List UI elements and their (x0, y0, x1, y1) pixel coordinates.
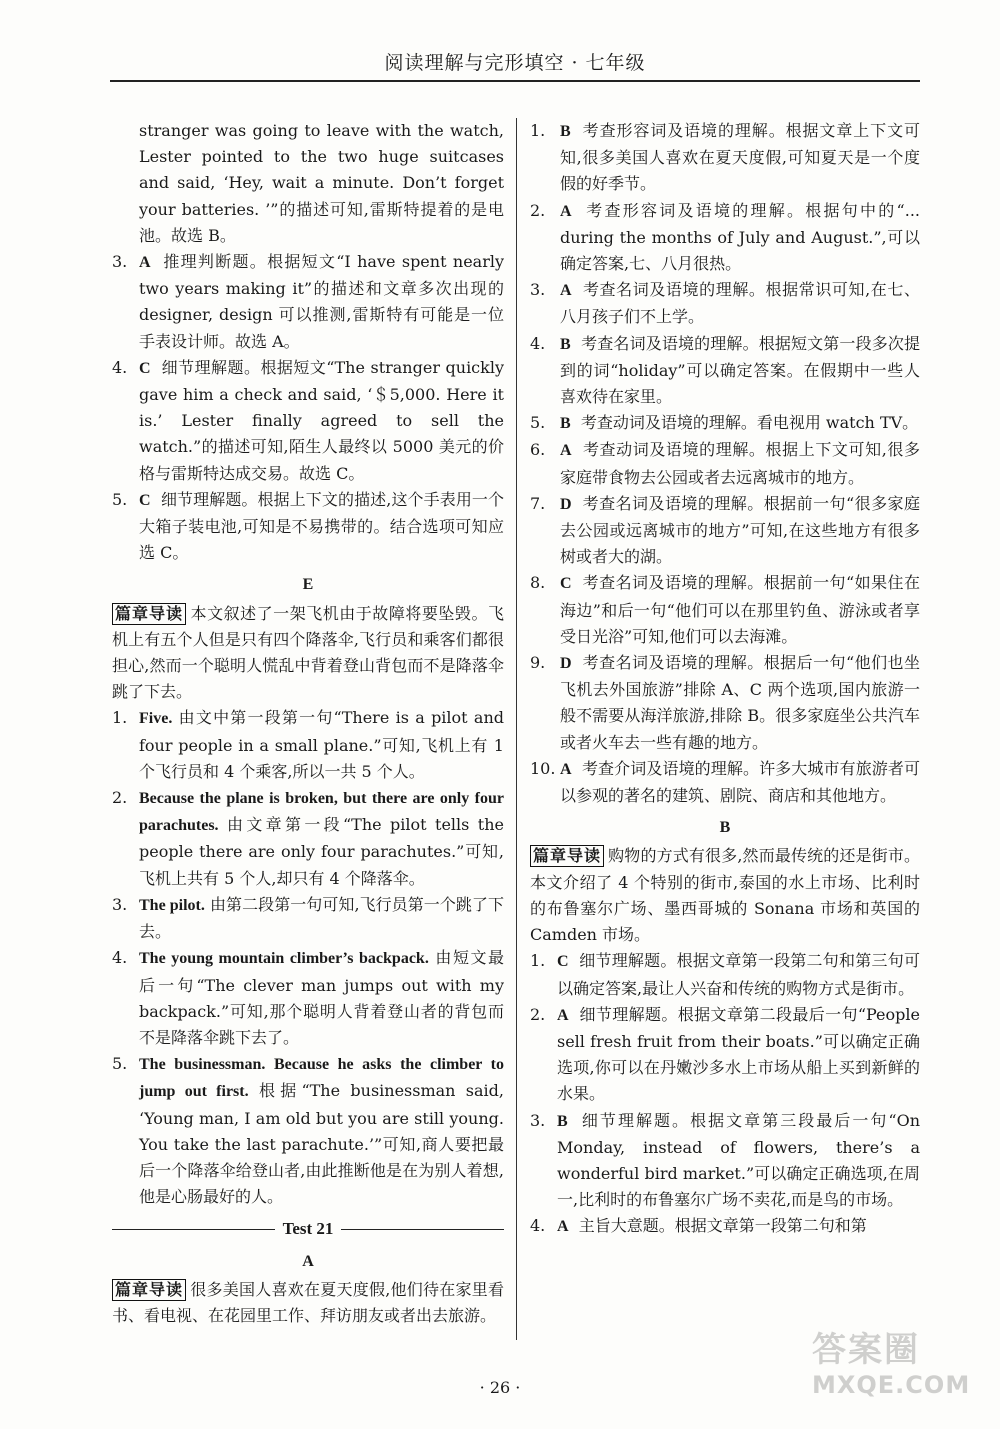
answer-list-e (112, 705, 504, 1210)
answer-key: The pilot. (139, 896, 205, 914)
answer-key: A (139, 254, 151, 272)
answer-number: 1. (530, 121, 546, 140)
answer-item (530, 437, 920, 490)
answer-item (530, 331, 920, 411)
answer-explanation: 主旨大意题。根据文章第一段第二句和第 (578, 1216, 867, 1236)
answer-key: C (560, 575, 572, 593)
answer-number: 10. (530, 758, 556, 778)
answer-key: Five. (139, 710, 173, 728)
answer-key: The young mountain climber’s backpack. (139, 950, 429, 968)
test-heading (112, 1216, 504, 1242)
answer-explanation: 考查名词及语境的理解。根据短文第一段多次提到的词“holiday”可以确定答案。在假期中一些人喜欢待在家里。 (560, 333, 920, 407)
answer-item (112, 487, 504, 567)
watermark-top: 答案圈 (812, 1330, 920, 1370)
answer-item (112, 355, 504, 487)
answer-key: D (560, 495, 572, 513)
answer-number: 5. (530, 413, 546, 433)
answer-item (530, 198, 920, 278)
reading-guide-tag: 篇章导读 (530, 845, 604, 867)
answer-explanation: 考查名词及语境的理解。根据后一句“他们也坐飞机去外国旅游”排除 A、C 两个选项,国内旅游一般不需要从海洋旅游,排除 B。很多家庭坐公共汽车或者火车去一些有趣的地方。 (560, 653, 920, 752)
answer-key: A (560, 282, 572, 300)
answer-explanation: 细节理解题。根据上下文的描述,这个手表用一个大箱子装电池,可知是不易携带的。结合选项可知应选 C。 (139, 489, 505, 563)
answer-explanation: 细节理解题。根据文章第二段最后一句“People sell fresh fruit from their boats.”可以确定正确选项,你可以在丹嫩沙多水上市场从船上买到新鲜的水果。 (557, 1004, 920, 1104)
answer-key: A (560, 202, 572, 220)
reading-guide-b (530, 843, 920, 948)
answer-key: A (560, 760, 572, 778)
left-column (112, 118, 504, 1329)
answer-key: Because the plane is broken, but there are only four parachutes. (139, 790, 504, 835)
answer-item (530, 1002, 920, 1108)
answer-number: 2. (112, 788, 128, 808)
answer-explanation: 考查形容词及语境的理解。根据句中的“... during the months of July and August.”,可以确定答案,七、八月很热。 (560, 200, 920, 274)
answer-explanation: 考查名词及语境的理解。根据前一句“如果住在海边”和后一句“他们可以在那里钓鱼、游泳或者享受日光浴”可知,他们可以去海滩。 (560, 573, 920, 646)
answer-item (112, 785, 504, 892)
answer-item (530, 1213, 920, 1240)
answer-explanation: 由文中第一段第一句“There is a pilot and four people in a small plane.”可知,飞机上有 1 个飞行员和 4 个乘客,所以一共 5 个人。 (139, 708, 504, 781)
answer-explanation: 细节理解题。根据短文“The stranger quickly gave him a check and said, ‘＄5,000. Here it is.’ Lester finally agreed to sell the watch.”的描述可知,陌生人最终以 5000 美元的价格与雷斯特达成交易。故选 C。 (139, 357, 504, 483)
answer-number: 1. (112, 708, 128, 728)
answer-key: D (560, 655, 572, 673)
answer-key: B (557, 1112, 568, 1130)
answer-key: A (560, 442, 572, 460)
answer-explanation: 考查动词及语境的理解。看电视用 watch TV。 (580, 413, 919, 433)
answer-key: C (557, 953, 569, 971)
answer-explanation: 由第二段第一句可知,飞行员第一个跳了下去。 (139, 894, 504, 942)
answer-key: The businessman. Because he asks the climber to jump out first. (139, 1056, 504, 1101)
answer-item (530, 491, 920, 571)
answer-number: 7. (530, 493, 546, 513)
answer-number: 2. (530, 1004, 546, 1024)
answer-item (530, 650, 920, 756)
answer-item (530, 410, 920, 437)
answer-key: B (560, 415, 571, 433)
test-rule-left (112, 1229, 275, 1230)
answer-explanation: 根据“The businessman said, ‘Young man, I am old but you are still young. You take the last parachute.’”可知,商人要把最后一个降落伞给登山者,由此推断他是在为别人着想,他是心肠最好的人。 (139, 1081, 505, 1207)
answer-key: A (557, 1006, 569, 1024)
answer-item (530, 118, 920, 198)
answer-key: C (139, 359, 151, 377)
answer-number: 8. (530, 573, 546, 593)
answer-number: 5. (112, 489, 128, 509)
reading-guide-text: 购物的方式有很多,然而最传统的还是街市。本文介绍了 4 个特别的街市,泰国的水上市场、比利时的布鲁塞尔广场、墨西哥城的 Sonana 市场和英国的 Camden 市场。 (530, 846, 920, 945)
answer-item (530, 1108, 920, 1214)
answer-item (112, 705, 504, 785)
section-heading-a: A (302, 1252, 314, 1270)
test-title: Test 21 (282, 1219, 334, 1239)
answer-explanation: 细节理解题。根据文章第一段第二句和第三句可以确定答案,最让人兴奋和传统的购物方式是街市。 (557, 951, 920, 998)
answer-number: 4. (112, 357, 128, 377)
answer-number: 1. (530, 951, 546, 971)
answer-key: A (557, 1218, 569, 1236)
answer-number: 9. (530, 653, 546, 673)
running-header: 阅读理解与完形填空 · 七年级 (384, 52, 646, 74)
answer-item (112, 892, 504, 945)
answer-key: B (560, 123, 571, 140)
answer-number: 3. (112, 894, 128, 914)
answer-item (112, 945, 504, 1051)
answer-explanation: 考查介词及语境的理解。许多大城市有旅游者可以参观的著名的建筑、剧院、商店和其他地方。 (560, 758, 920, 806)
answer-number: 2. (530, 200, 546, 220)
answer-number: 3. (530, 1110, 546, 1130)
column-divider (516, 118, 517, 1340)
answer-explanation: 由短文最后一句“The clever man jumps out with my backpack.”可知,那个聪明人背着登山者的背包而不是降落伞跳下去了。 (139, 948, 504, 1047)
answer-list-d (112, 249, 504, 566)
watermark (812, 1322, 971, 1402)
answer-item (530, 570, 920, 650)
watermark-bottom: MXQE.COM (812, 1371, 971, 1399)
answer-item (530, 756, 920, 809)
answer-item (112, 1051, 504, 1210)
answer-explanation: 考查名词及语境的理解。根据前一句“很多家庭去公园或远离城市的地方”可知,在这些地方有很多树或者大的湖。 (560, 493, 920, 567)
right-column (530, 118, 920, 1241)
reading-guide-tag: 篇章导读 (112, 1279, 186, 1301)
answer-item (112, 249, 504, 355)
answer-explanation: 考查形容词及语境的理解。根据文章上下文可知,很多美国人喜欢在夏天度假,可知夏天是一个度假的好季节。 (560, 121, 920, 194)
answer-explanation: 细节理解题。根据文章第三段最后一句“On Monday, instead of flowers, there’s a wonderful bird market.”可以确定正确选项,在周一,比利时的布鲁塞尔广场不卖花,而是鸟的市场。 (557, 1110, 920, 1210)
answer-explanation: 考查动词及语境的理解。根据上下文可知,很多家庭带食物去公园或者去远离城市的地方。 (560, 440, 920, 487)
reading-guide-tag: 篇章导读 (112, 603, 186, 625)
answer-number: 5. (112, 1054, 128, 1074)
answer-item (530, 948, 920, 1001)
answer-explanation: 考查名词及语境的理解。根据常识可知,在七、八月孩子们不上学。 (560, 280, 920, 327)
reading-guide-e (112, 601, 504, 706)
answer-list-b (530, 948, 920, 1240)
section-heading-e: E (302, 576, 314, 594)
answer-number: 4. (530, 333, 546, 353)
answer-item (530, 277, 920, 330)
answer-key: B (560, 335, 571, 353)
reading-guide-text: 本文叙述了一架飞机由于故障将要坠毁。飞机上有五个人但是只有四个降落伞,飞行员和乘客们都很担心,然而一个聪明人慌乱中背着登山背包而不是降落伞跳了下去。 (112, 603, 504, 702)
reading-guide-text: 很多美国人喜欢在夏天度假,他们待在家里看书、看电视、在花园里工作、拜访朋友或者出去旅游。 (112, 1279, 504, 1325)
answer-number: 3. (112, 252, 128, 272)
reading-guide-a (112, 1277, 504, 1329)
answer-number: 4. (530, 1216, 546, 1236)
continued-paragraph: stranger was going to leave with the watch, Lester pointed to the two huge suitcases and said, ‘Hey, wait a minute. Don’t forget your batteries. ’”的描述可知,雷斯特提着的是电池。故选 B。 (139, 121, 504, 245)
answer-key: C (139, 491, 151, 509)
answer-explanation: 由文章第一段“The pilot tells the people there are only four parachutes.”可知,飞机上共有 5 个人,却只有 4 个降落伞。 (139, 815, 504, 888)
header-rule (110, 80, 920, 82)
answer-number: 4. (112, 948, 128, 968)
answer-list-a (530, 118, 920, 809)
answer-number: 6. (530, 440, 546, 460)
section-heading-b: B (719, 819, 731, 837)
answer-explanation: 推理判断题。根据短文“I have spent nearly two years making it”的描述和文章多次出现的 designer, design 可以推测,雷斯特有可能是一位手表设计师。故选 A。 (139, 252, 505, 351)
answer-number: 3. (530, 280, 546, 300)
page-number: · 26 · (479, 1378, 521, 1397)
test-rule-right (341, 1229, 504, 1230)
